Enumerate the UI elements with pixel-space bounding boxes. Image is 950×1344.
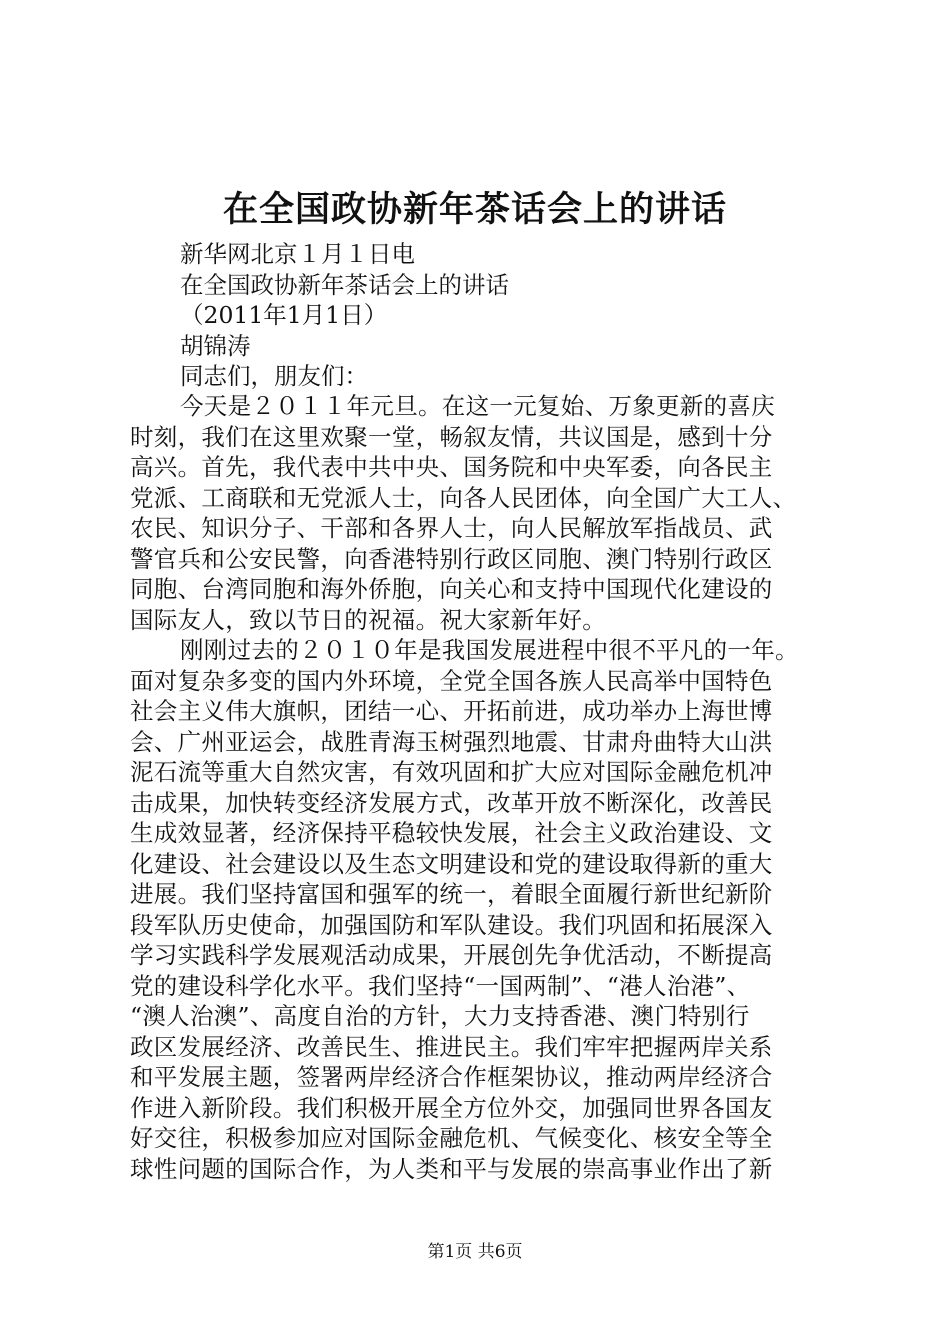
body-text-line: 学习实践科学发展观活动成果，开展创先争优活动，不断提高: [130, 941, 773, 969]
body-text-line: 高兴。首先，我代表中共中央、国务院和中央军委，向各民主: [130, 453, 773, 481]
body-text-line: 进展。我们坚持富国和强军的统一，着眼全面履行新世纪新阶: [130, 880, 773, 908]
body-text-line: 党派、工商联和无党派人士，向各人民团体，向全国广大工人、: [130, 483, 797, 512]
meta-line-author: 胡锦涛: [180, 331, 251, 360]
body-text-line: 击成果，加快转变经济发展方式，改革开放不断深化，改善民: [130, 788, 773, 817]
page-footer: 第1页 共6页: [427, 1242, 523, 1262]
body-text-line: 社会主义伟大旗帜，团结一心、开拓前进，成功举办上海世博: [130, 697, 773, 725]
body-text-line: 好交往，积极参加应对国际金融危机、气候变化、核安全等全: [130, 1124, 773, 1152]
body-text-line: 政区发展经济、改善民生、推进民主。我们牢牢把握两岸关系: [130, 1032, 773, 1061]
body-text-line: 面对复杂多变的国内外环境，全党全国各族人民高举中国特色: [130, 666, 773, 695]
document-title: 在全国政协新年茶话会上的讲话: [222, 189, 727, 230]
meta-line-source: 新华网北京１月１日电: [180, 240, 415, 268]
body-text-line: 刚刚过去的２０１０年是我国发展进程中很不平凡的一年。: [180, 636, 799, 664]
body-text-line: 今天是２０１１年元旦。在这一元复始、万象更新的喜庆: [180, 392, 775, 420]
body-text-line: 和平发展主题，签署两岸经济合作框架协议，推动两岸经济合: [130, 1063, 773, 1091]
meta-line-salutation: 同志们，朋友们：: [180, 362, 368, 390]
body-text-line: 党的建设科学化水平。我们坚持“一国两制”、“港人治港”、: [130, 971, 751, 1000]
body-text-line: 农民、知识分子、干部和各界人士，向人民解放军指战员、武: [130, 514, 773, 542]
body-text-line: 警官兵和公安民警，向香港特别行政区同胞、澳门特别行政区: [130, 544, 773, 573]
body-text-line: 作进入新阶段。我们积极开展全方位外交，加强同世界各国友: [130, 1093, 773, 1122]
body-text-line: 生成效显著，经济保持平稳较快发展，社会主义政治建设、文: [130, 819, 773, 847]
body-text-line: 化建设、社会建设以及生态文明建设和党的建设取得新的重大: [130, 849, 773, 878]
meta-line-subtitle: 在全国政协新年茶话会上的讲话: [180, 270, 509, 299]
document-body: [130, 391, 850, 1184]
document-meta: [180, 239, 880, 392]
body-text-line: 会、广州亚运会，战胜青海玉树强烈地震、甘肃舟曲特大山洪: [130, 727, 773, 756]
body-text-line: “澳人治澳”、高度自治的方针，大力支持香港、澳门特别行: [130, 1002, 750, 1030]
body-text-line: 泥石流等重大自然灾害，有效巩固和扩大应对国际金融危机冲: [130, 758, 773, 786]
body-text-line: 国际友人，致以节日的祝福。祝大家新年好。: [130, 605, 606, 634]
meta-line-date: （2011年1月1日）: [180, 301, 388, 329]
body-text-line: 时刻，我们在这里欢聚一堂，畅叙友情，共议国是，感到十分: [130, 422, 773, 451]
body-text-line: 段军队历史使命，加强国防和军队建设。我们巩固和拓展深入: [130, 910, 773, 939]
body-text-line: 同胞、台湾同胞和海外侨胞，向关心和支持中国现代化建设的: [130, 575, 773, 603]
body-text-line: 球性问题的国际合作，为人类和平与发展的崇高事业作出了新: [130, 1154, 773, 1183]
